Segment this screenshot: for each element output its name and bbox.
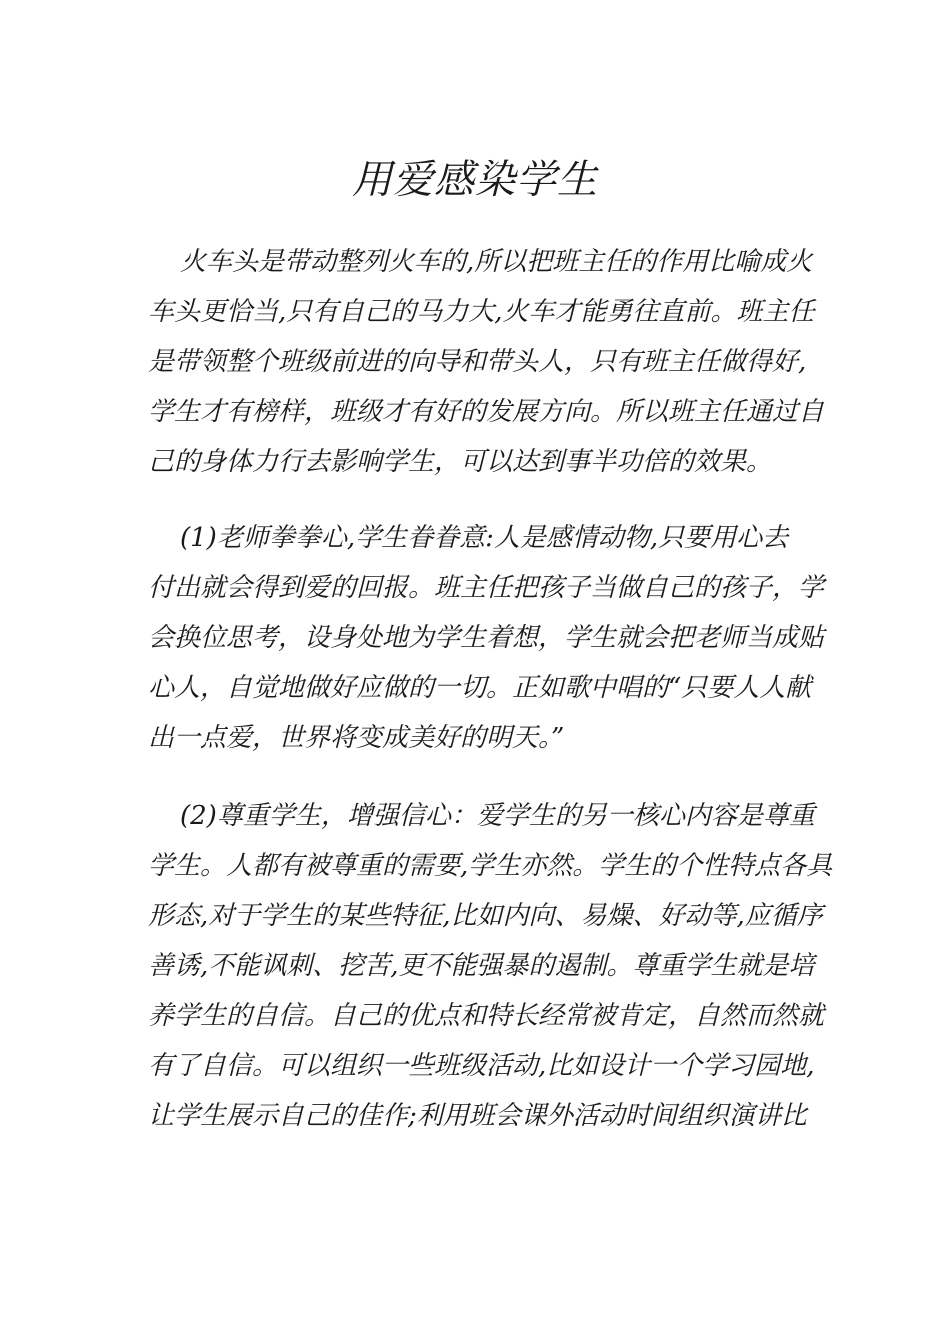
paragraph-line: 付出就会得到爱的回报。班主任把孩子当做自己的孩子，学 [148, 573, 825, 603]
paragraph-line: 出一点爱，世界将变成美好的明天。” [148, 723, 565, 753]
paragraph-line: 让学生展示自己的佳作;利用班会课外活动时间组织演讲比 [148, 1101, 807, 1131]
paragraph-line: 车头更恰当,只有自己的马力大,火车才能勇往直前。班主任 [148, 297, 815, 327]
paragraph-line: (2)尊重学生，增强信心：爱学生的另一核心内容是尊重 [180, 801, 815, 831]
paragraph-line: 是带领整个班级前进的向导和带头人，只有班主任做得好, [148, 347, 807, 377]
paragraph-line: 形态,对于学生的某些特征,比如内向、易燥、好动等,应循序 [148, 901, 823, 931]
paragraph-line: 善诱,不能讽刺、挖苦,更不能强暴的遏制。尊重学生就是培 [148, 951, 815, 981]
paragraph-line: 有了自信。可以组织一些班级活动,比如设计一个学习园地, [148, 1051, 815, 1081]
paragraph-line: 心人，自觉地做好应做的一切。正如歌中唱的“只要人人献 [148, 673, 812, 703]
paragraph-line: 火车头是带动整列火车的,所以把班主任的作用比喻成火 [180, 247, 813, 277]
paragraph-line: 学生。人都有被尊重的需要,学生亦然。学生的个性特点各具 [148, 851, 833, 881]
paragraph-line: 学生才有榜样，班级才有好的发展方向。所以班主任通过自 [148, 397, 825, 427]
paragraph-line: 己的身体力行去影响学生，可以达到事半功倍的效果。 [148, 447, 773, 477]
paragraph-line: 会换位思考，设身处地为学生着想，学生就会把老师当成贴 [148, 623, 825, 653]
paragraph-line: 养学生的自信。自己的优点和特长经常被肯定，自然而然就 [148, 1001, 825, 1031]
document-title: 用爱感染学生 [352, 157, 598, 203]
paragraph-line: (1)老师拳拳心,学生眷眷意:人是感情动物,只要用心去 [180, 523, 789, 553]
